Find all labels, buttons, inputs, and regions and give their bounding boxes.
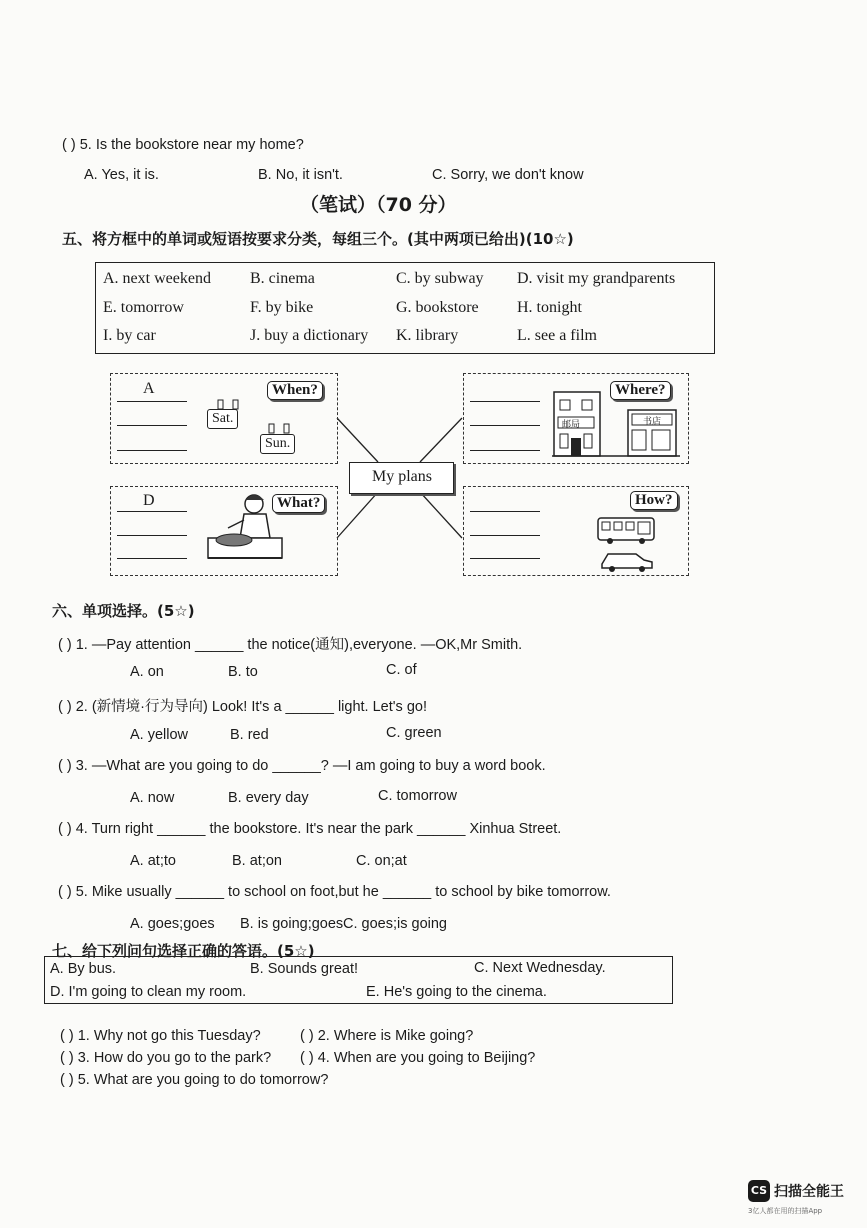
what-blank-1[interactable] <box>117 511 187 512</box>
word-g: G. bookstore <box>396 299 479 316</box>
what-tag: What? <box>272 494 325 513</box>
s6-q4-option-a: A. at;to <box>130 853 176 869</box>
word-k: K. library <box>396 327 459 344</box>
section7-heading: 七、给下列问句选择正确的答语。(5☆) <box>52 942 315 960</box>
s6-q5-option-b: B. is going;goes <box>240 916 344 932</box>
s6-q3-option-b: B. every day <box>228 790 309 806</box>
written-test-title: （笔试）（70 分） <box>300 194 457 216</box>
how-blank-3[interactable] <box>470 558 540 559</box>
scanner-logo-icon: CS <box>748 1180 770 1202</box>
s6-question-3: ( ) 3. —What are you going to do ______? —I am going to buy a word book. <box>58 758 546 774</box>
what-blank-3[interactable] <box>117 558 187 559</box>
prev-option-c: C. Sorry, we don't know <box>432 167 584 183</box>
where-blank-3[interactable] <box>470 450 540 451</box>
s6-q5-option-a: A. goes;goes <box>130 916 215 932</box>
how-blank-2[interactable] <box>470 535 540 536</box>
word-d: D. visit my grandparents <box>517 270 676 287</box>
what-given-answer: D <box>143 492 155 509</box>
word-j: J. buy a dictionary <box>250 327 369 344</box>
s6-q1-option-b: B. to <box>228 664 258 680</box>
s7-question-3: ( ) 3. How do you go to the park? <box>60 1050 272 1066</box>
when-blank-2[interactable] <box>117 425 187 426</box>
when-tag: When? <box>267 381 323 400</box>
answer-e: E. He's going to the cinema. <box>366 984 547 1000</box>
answer-a: A. By bus. <box>50 961 117 977</box>
section5-heading: 五、将方框中的单词或短语按要求分类，每组三个。(其中两项已给出)(10☆) <box>62 230 574 248</box>
prev-option-a: A. Yes, it is. <box>84 167 159 183</box>
s6-q4-option-b: B. at;on <box>232 853 282 869</box>
cooking-woman-icon <box>204 490 284 570</box>
scanner-app-name: 扫描全能王 <box>774 1184 844 1200</box>
where-tag: Where? <box>610 381 671 400</box>
answer-c: C. Next Wednesday. <box>474 960 606 976</box>
s6-question-2: ( ) 2. (新情境·行为导向) Look! It's a ______ light. Let's go! <box>58 699 427 715</box>
scanner-app-tagline: 3亿人都在用的扫描App <box>748 1207 823 1215</box>
word-b: B. cinema <box>250 270 315 287</box>
word-c: C. by subway <box>396 270 484 287</box>
how-blank-1[interactable] <box>470 511 540 512</box>
when-blank-1[interactable] <box>117 401 187 402</box>
section6-heading: 六、单项选择。(5☆) <box>52 602 195 620</box>
my-plans-label: My plans <box>372 468 432 485</box>
s6-q5-option-c: C. goes;is going <box>343 916 447 932</box>
s7-question-5: ( ) 5. What are you going to do tomorrow? <box>60 1072 329 1088</box>
calendar-sat: Sat. <box>207 409 238 429</box>
word-f: F. by bike <box>250 299 314 316</box>
s6-question-4: ( ) 4. Turn right ______ the bookstore. It's near the park ______ Xinhua Street. <box>58 821 562 837</box>
bus-and-car-icon <box>596 516 660 572</box>
word-i: I. by car <box>103 327 156 344</box>
where-blank-1[interactable] <box>470 401 540 402</box>
s6-q4-option-c: C. on;at <box>356 853 407 869</box>
s6-q3-option-c: C. tomorrow <box>378 788 457 804</box>
s7-question-1: ( ) 1. Why not go this Tuesday? <box>60 1028 261 1044</box>
answer-b: B. Sounds great! <box>250 961 359 977</box>
when-blank-3[interactable] <box>117 450 187 451</box>
post-office-sign: 邮局 <box>562 420 581 430</box>
s6-q2-option-c: C. green <box>386 725 442 741</box>
word-l: L. see a film <box>517 327 597 344</box>
prev-question: ( ) 5. Is the bookstore near my home? <box>62 137 304 153</box>
bookstore-sign: 书店 <box>643 417 662 427</box>
s6-q3-option-a: A. now <box>130 790 175 806</box>
s7-question-4: ( ) 4. When are you going to Beijing? <box>300 1050 536 1066</box>
s7-question-2: ( ) 2. Where is Mike going? <box>300 1028 474 1044</box>
how-tag: How? <box>630 491 678 510</box>
answer-d: D. I'm going to clean my room. <box>50 984 247 1000</box>
what-blank-2[interactable] <box>117 535 187 536</box>
prev-option-b: B. No, it isn't. <box>258 167 343 183</box>
when-given-answer: A <box>143 380 155 397</box>
word-a: A. next weekend <box>103 270 211 287</box>
calendar-sun: Sun. <box>260 434 295 454</box>
word-e: E. tomorrow <box>103 299 184 316</box>
s6-q2-option-a: A. yellow <box>130 727 189 743</box>
s6-question-1: ( ) 1. —Pay attention ______ the notice(通知),everyone. —OK,Mr Smith. <box>58 637 523 653</box>
s6-q1-option-a: A. on <box>130 664 164 680</box>
word-h: H. tonight <box>517 299 582 316</box>
where-blank-2[interactable] <box>470 425 540 426</box>
s6-q2-option-b: B. red <box>230 727 269 743</box>
calendar-rings-icon <box>216 398 256 410</box>
s6-question-5: ( ) 5. Mike usually ______ to school on foot,but he ______ to school by bike tomorrow. <box>58 884 611 900</box>
s6-q1-option-c: C. of <box>386 662 417 678</box>
